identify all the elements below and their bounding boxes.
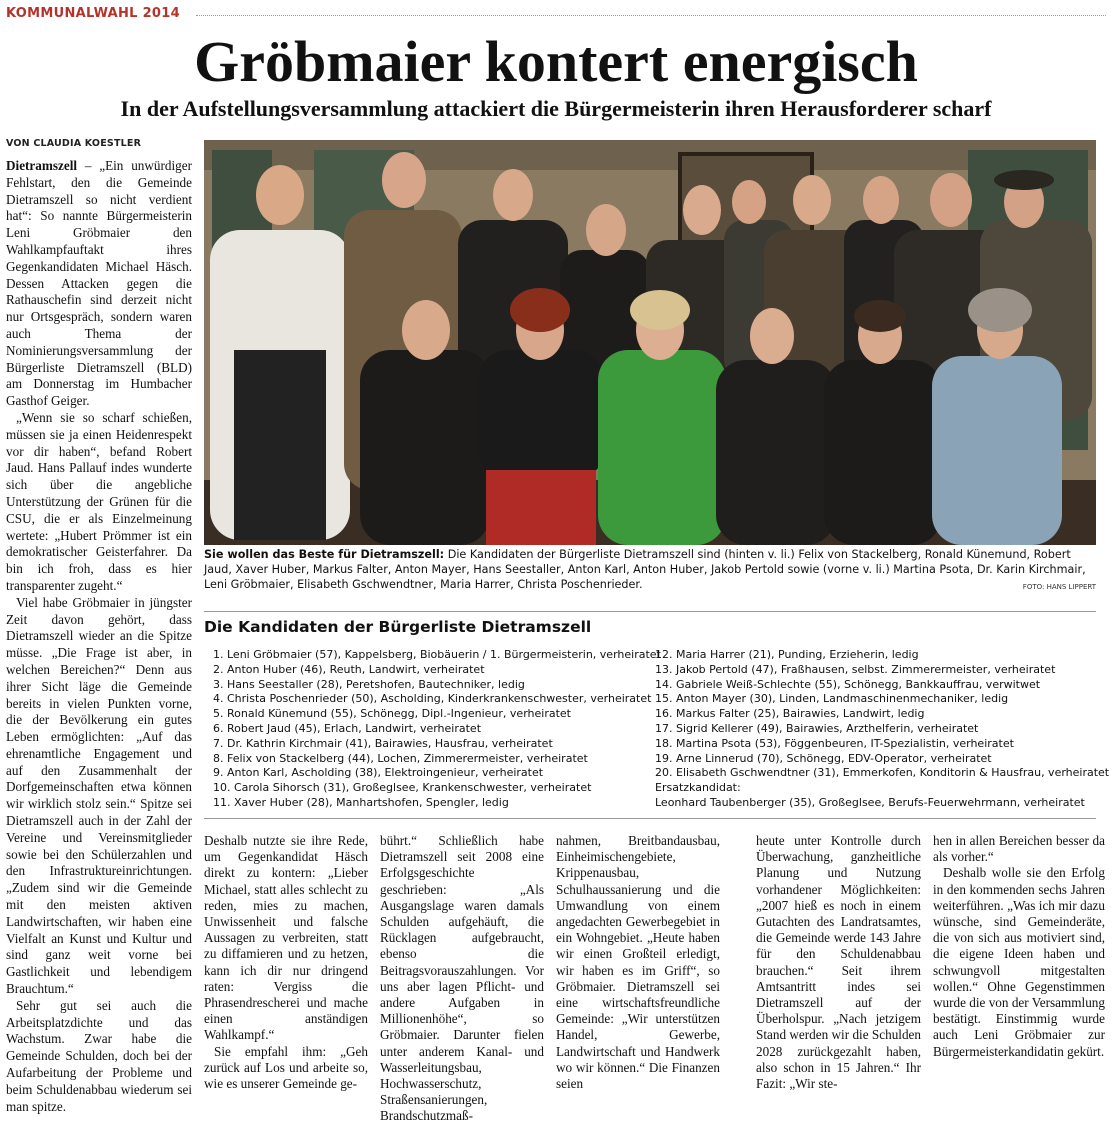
- list-item: 3. Hans Seestaller (28), Peretshofen, Bautechniker, ledig: [213, 677, 525, 691]
- article-column-1: [204, 833, 368, 1092]
- article-paragraph: „Wenn sie so scharf schießen, müssen sie ja einen Heidenrespekt vor dir haben“, befand Robert Jaud. Hans Pallauf indes wunderte sich über die angebliche Unterstützung der Grünen für die CSU, die er als Einzelmeinung wertete: „Hubert Prömmer ist ein demokratischer Geisterfahrer. Da bin ich froh, dass es hier transparenter zugeht.“: [6, 409, 192, 593]
- article-paragraph: Deshalb wolle sie den Erfolg in den kommenden sechs Jahren weiterführen. „Was ich mir dazu wünsche, sind Gemeinderäte, die von sich aus motiviert sind, die eigene Ideen haben und schwungvoll mitgestalten wollen.“ Ohne Gegenstimmen wurde die von der Versammlung bestätigt. Einstimmig wurde auch Leni Gröbmaier zur Bürgermeisterkandidatin gekürt.: [933, 865, 1105, 1059]
- article-paragraph: hen in allen Bereichen besser da als vorher.“: [933, 833, 1105, 865]
- list-item: 13. Jakob Pertold (47), Fraßhausen, selbst. Zimmerermeister, verheiratet: [655, 662, 1056, 676]
- headline: Gröbmaier kontert energisch: [194, 29, 918, 94]
- candidate-list-title: Die Kandidaten der Bürgerliste Dietramszell: [204, 618, 592, 636]
- list-item: 12. Maria Harrer (21), Punding, Erzieherin, ledig: [655, 648, 919, 661]
- list-item: 11. Xaver Huber (28), Manhartshofen, Spengler, ledig: [213, 795, 509, 809]
- photo-credit: FOTO: HANS LIPPERT: [1022, 583, 1096, 591]
- article-left-column: [6, 158, 192, 1114]
- caption-text: Die Kandidaten der Bürgerliste Dietramszell sind (hinten v. li.) Felix von Stackelberg, Ronald Künemund, Robert Jaud, Xaver Huber, Markus Falter, Anton Mayer, Hans Seestaller, Anton Karl, Anton Huber, Jakob Pertold sowie (vorne v. li.) Martina Psota, Dr. Karin Kirchmair, Leni Gröbmaier, Elisabeth Gschwendtner, Maria Harrer, Christa Poschenrieder.: [204, 548, 1086, 591]
- section-kicker: KOMMUNALWAHL 2014: [6, 6, 180, 21]
- list-item: 9. Anton Karl, Ascholding (38), Elektroingenieur, verheiratet: [213, 766, 544, 780]
- article-paragraph: nahmen, Breitbandausbau, Einheimischengebiete, Krippenausbau, Schulhaussanierung und die Umwandlung von einem angedachten Gewerbegebiet in ein Wohngebiet. „Heute haben wir einen Großteil erledigt, wir haben es im Griff“, so Gröbmaier. Dietramszell sei eine wirtschaftsfreundliche Gemeinde: „Wir unterstützen Handel, Gewerbe, Landwirtschaft und Handwerk wo wir können.“ Die Finanzen seien: [556, 833, 720, 1092]
- photo-caption: [204, 547, 1096, 592]
- article-column-3: [556, 833, 720, 1092]
- group-photo: [204, 140, 1096, 545]
- dateline: Dietramszell: [6, 158, 78, 173]
- list-item: 6. Robert Jaud (45), Erlach, Landwirt, verheiratet: [213, 721, 482, 735]
- list-item: 16. Markus Falter (25), Bairawies, Landwirt, ledig: [655, 707, 925, 721]
- list-item: 1. Leni Gröbmaier (57), Kappelsberg, Biobäuerin / 1. Bürgermeisterin, verheiratet: [213, 648, 661, 661]
- candidate-list-left: [213, 648, 661, 811]
- article-paragraph: Viel habe Gröbmaier in jüngster Zeit davon gehört, dass Dietramszell wieder an die Spitze müsse. „Die Frage ist aber, in welchen Bereichen?“ Denn aus ihrer Sicht läge die Gemeinde bereits in vielen Punkten vorne, die der Bevölkerung ein gutes Leben ermöglichten: „Auf das ehrenamtliche Engagement und auf den Zusammenhalt der Dorfgemeinschaften etwa können wir wirklich stolz sein.“ Spitze sei Dietramszell auch in der Zahl der Vereine und Vereinsmitglieder sowie bei den Schülerzahlen und den Infrastruktureinrichtungen. „Zudem sind wir die Gemeinde mit den meisten aktiven Landwirtschaften, wir haben eine Vielfalt an Kunst und Kultur und sind ganz weit vorne bei Gastlichkeit und lebendigem Brauchtum.“: [6, 594, 192, 997]
- candidate-list-right: [655, 648, 1109, 811]
- list-item: 10. Carola Sihorsch (31), Großeglsee, Krankenschwester, verheiratet: [213, 781, 592, 795]
- kicker-divider: [196, 15, 1106, 16]
- list-item: 2. Anton Huber (46), Reuth, Landwirt, verheiratet: [213, 662, 485, 676]
- list-item: 8. Felix von Stackelberg (44), Lochen, Zimmerermeister, verheiratet: [213, 751, 588, 765]
- article-paragraph: Sie empfahl ihm: „Geh zurück auf Los und arbeite so, wie es unserer Gemeinde ge-: [204, 1043, 368, 1092]
- article-paragraph: [6, 158, 192, 410]
- list-divider-bottom: [204, 818, 1096, 819]
- article-paragraph: Deshalb nutzte sie ihre Rede, um Gegenkandidat Häsch direkt zu kontern: „Lieber Michael, statt alles schlecht zu reden, mies zu machen, Unwissenheit und falsche Aussagen zu verbreiten, statt zu diffamieren und zu hetzen, kann ich dir nur dringend raten: Vergiss die Phrasendrescherei und mache einen anständigen Wahlkampf.“: [204, 833, 368, 1043]
- article-paragraph: heute unter Kontrolle durch Überwachung, ganzheitliche Planung und Nutzung vorhandener Möglichkeiten: „2007 hieß es noch in einem Gutachten des Landratsamtes, die Gemeinde werde 143 Jahre für den Schuldenabbau brauchen.“ Seit ihrem Amtsantritt indes sei Dietramszell auf der Überholspur. „Nach jetzigem Stand werden wir die Schulden 2028 zurückgezahlt haben, also schon in 15 Jahren.“ Ihr Fazit: „Wir ste-: [756, 833, 921, 1092]
- list-item: 19. Arne Linnerud (70), Schönegg, EDV-Operator, verheiratet: [655, 751, 992, 765]
- caption-lead: Sie wollen das Beste für Dietramszell:: [204, 548, 445, 561]
- list-item: 7. Dr. Kathrin Kirchmair (41), Bairawies, Hausfrau, verheiratet: [213, 736, 553, 750]
- article-paragraph: bührt.“ Schließlich habe Dietramszell seit 2008 eine Erfolgsgeschichte geschrieben: „Als Ausgangslage waren damals Schulden aufgehäuft, die Rücklagen aufgebraucht, ebenso die Beitragsvorauszahlungen. Vor uns aber lagen Pflicht- und andere Aufgaben in Millionenhöhe“, so Gröbmaier. Darunter fielen unter anderem Kanal- und Wasserleitungsbau, Hochwasserschutz, Straßensanierungen, Brandschutzmaß-: [380, 833, 544, 1124]
- group-photo-illustration: [204, 140, 1096, 545]
- list-item-substitute: Leonhard Taubenberger (35), Großeglsee, Berufs-Feuerwehrmann, verheiratet: [655, 795, 1085, 809]
- byline: VON CLAUDIA KOESTLER: [6, 138, 142, 149]
- list-item: 14. Gabriele Weiß-Schlechte (55), Schönegg, Bankkauffrau, verwitwet: [655, 677, 1041, 691]
- list-divider-top: [204, 611, 1096, 612]
- list-item-substitute-label: Ersatzkandidat:: [655, 781, 741, 795]
- list-item: 17. Sigrid Kellerer (49), Bairawies, Arzthelferin, verheiratet: [655, 721, 979, 735]
- article-column-4: [756, 833, 921, 1092]
- article-paragraph: Sehr gut sei auch die Arbeitsplatzdichte und das Wachstum. Zwar habe die Gemeinde Schulden, doch bei der Aufarbeitung der Probleme und beim Schuldenabbau wiederum sei man spitze.: [6, 997, 192, 1114]
- subheadline: In der Aufstellungsversammlung attackiert die Bürgermeisterin ihren Herausforderer scharf: [120, 96, 992, 121]
- paragraph-text: – „Ein unwürdiger Fehlstart, den die Gemeinde Dietramszell so nicht verdient hat“: So nannte Bürgermeisterin Leni Gröbmaier den Wahlkampfauftakt ihres Gegenkandidaten Michael Häsch. Dessen Attacken gegen die Rathauschefin sind derzeit nicht nur Ortsgespräch, sondern waren auch Thema der Nominierungsversammlung der Bürgerliste Dietramszell (BLD) am Donnerstag im Humbacher Gasthof Geiger.: [6, 158, 192, 409]
- article-column-5: [933, 833, 1105, 1059]
- list-item: 4. Christa Poschenrieder (50), Ascholding, Kinderkrankenschwester, verheiratet: [213, 692, 652, 706]
- list-item: 5. Ronald Künemund (55), Schönegg, Dipl.-Ingenieur, verheiratet: [213, 707, 571, 721]
- list-item: 20. Elisabeth Gschwendtner (31), Emmerkofen, Konditorin & Hausfrau, verheiratet: [655, 766, 1110, 780]
- list-item: 15. Anton Mayer (30), Linden, Landmaschinenmechaniker, ledig: [655, 692, 1009, 706]
- article-column-2: [380, 833, 544, 1124]
- list-item: 18. Martina Psota (53), Föggenbeuren, IT-Spezialistin, verheiratet: [655, 736, 1014, 750]
